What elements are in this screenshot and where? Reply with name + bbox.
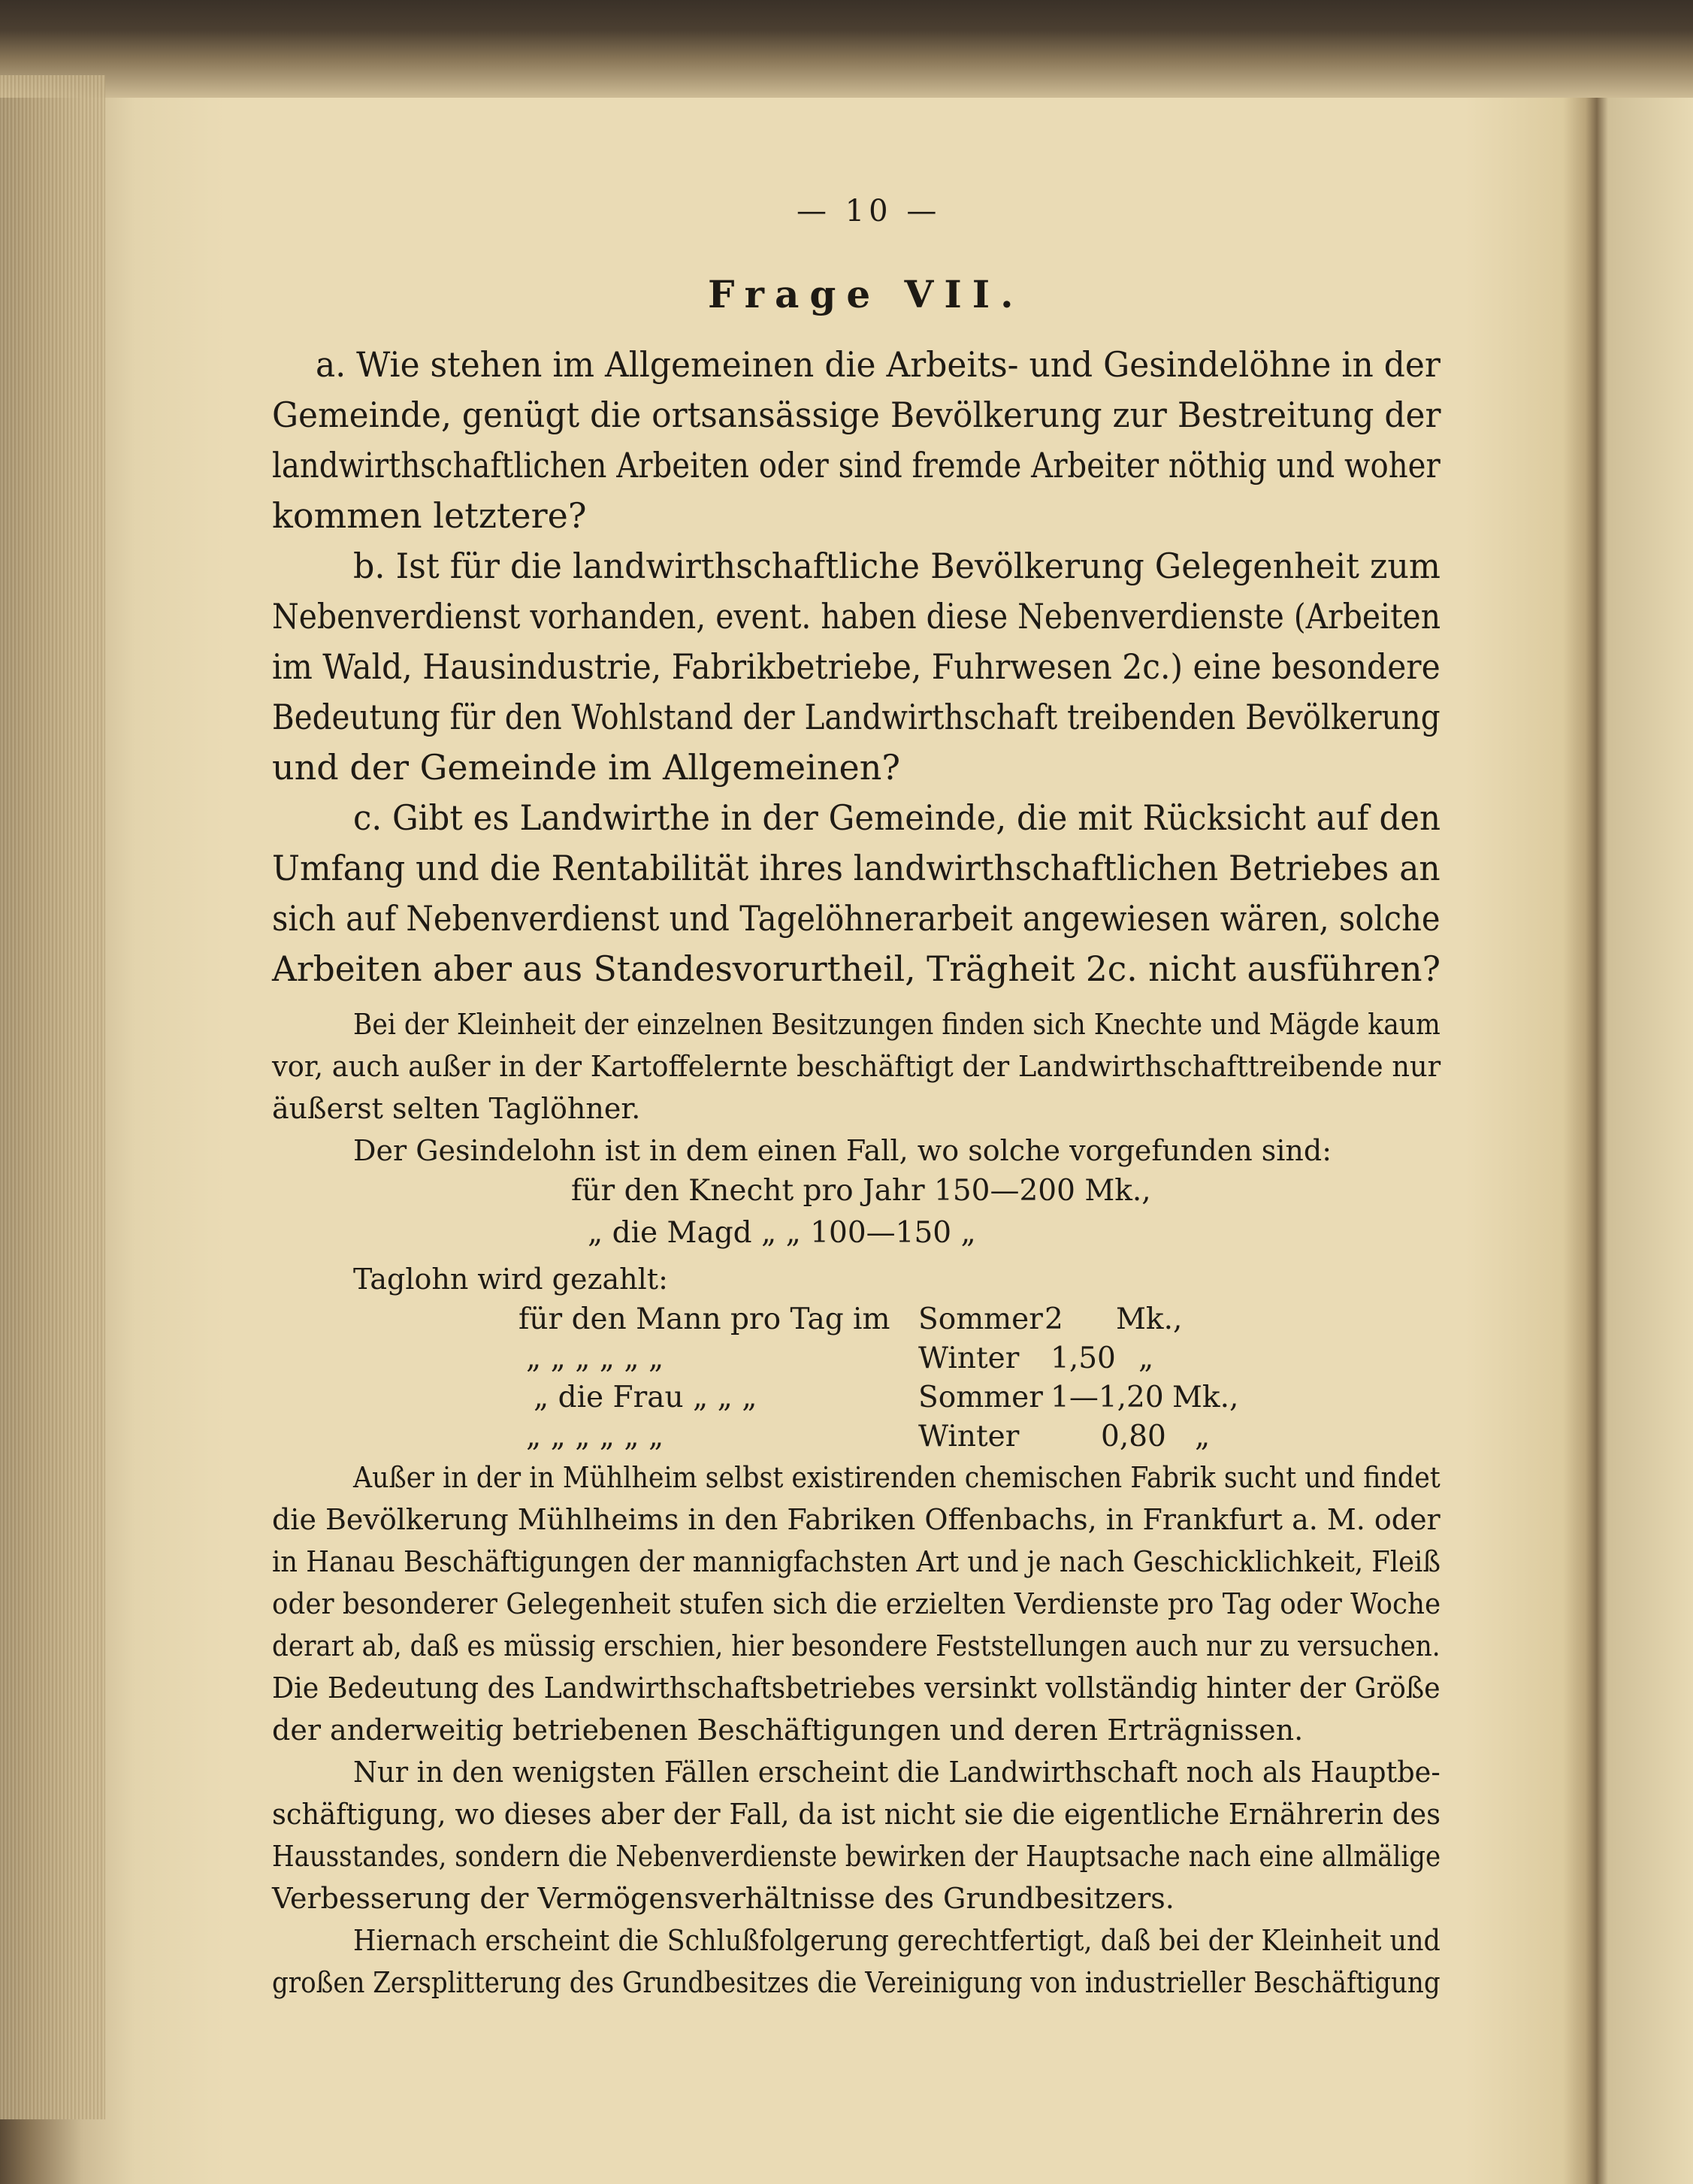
answer-line: der anderweitig betriebenen Beschäftigungen und deren Erträgnissen. bbox=[272, 1714, 1304, 1747]
taglohn-unit: „ bbox=[1195, 1420, 1211, 1453]
taglohn-season: Sommer bbox=[918, 1302, 1043, 1336]
answer-line: Hausstandes, sondern die Nebenverdienste bewirken der Hauptsache nach eine allmälige bbox=[272, 1840, 1441, 1873]
answer-line: Hiernach erscheint die Schlußfolgerung gerechtfertigt, daß bei der Kleinheit und bbox=[353, 1924, 1441, 1957]
taglohn-season: Winter bbox=[918, 1420, 1020, 1453]
taglohn-season: Sommer bbox=[918, 1381, 1043, 1414]
page-edges bbox=[0, 75, 105, 2119]
question-line: sich auf Nebenverdienst und Tagelöhnerarbeit angewiesen wären, solche bbox=[272, 898, 1441, 939]
question-line: Arbeiten aber aus Standesvorurtheil, Trägheit 2c. nicht ausführen? bbox=[272, 948, 1441, 989]
book-binding bbox=[0, 0, 1693, 98]
answer-line: Verbesserung der Vermögensverhältnisse des Grundbesitzers. bbox=[272, 1882, 1175, 1915]
taglohn-who: „ „ „ „ „ „ bbox=[526, 1342, 664, 1375]
taglohn-season: Winter bbox=[918, 1342, 1020, 1375]
question-line: kommen letztere? bbox=[272, 495, 587, 536]
answer-line: schäftigung, wo dieses aber der Fall, da ist nicht sie die eigentliche Ernährerin des bbox=[272, 1798, 1441, 1831]
taglohn-unit: Mk., bbox=[1172, 1381, 1239, 1414]
answer-line: Bei der Kleinheit der einzelnen Besitzungen finden sich Knechte und Mägde kaum bbox=[353, 1008, 1441, 1041]
taglohn-unit: „ bbox=[1138, 1342, 1154, 1375]
answer-line: die Bevölkerung Mühlheims in den Fabriken Offenbachs, in Frankfurt a. M. oder bbox=[272, 1503, 1441, 1536]
taglohn-who: „ „ „ „ „ „ bbox=[526, 1420, 664, 1453]
question-line: Nebenverdienst vorhanden, event. haben diese Nebenverdienste (Arbeiten bbox=[272, 596, 1441, 637]
question-line: c. Gibt es Landwirthe in der Gemeinde, die mit Rücksicht auf den bbox=[353, 797, 1441, 838]
answer-line: derart ab, daß es müssig erschien, hier besondere Feststellungen auch nur zu versuchen. bbox=[272, 1629, 1441, 1662]
gesinde-row: „ die Magd „ „ 100—150 „ bbox=[588, 1216, 976, 1250]
answer-line: Die Bedeutung des Landwirthschaftsbetriebes versinkt vollständig hinter der Größe bbox=[272, 1671, 1441, 1705]
answer-line: äußerst selten Taglöhner. bbox=[272, 1092, 641, 1125]
question-line: im Wald, Hausindustrie, Fabrikbetriebe, Fuhrwesen 2c.) eine besondere bbox=[272, 646, 1441, 687]
taglohn-intro: Taglohn wird gezahlt: bbox=[353, 1263, 668, 1296]
taglohn-amount: 0,80 bbox=[1101, 1420, 1166, 1453]
question-line: Bedeutung für den Wohlstand der Landwirthschaft treibenden Bevölkerung bbox=[272, 697, 1441, 737]
question-line: a. Wie stehen im Allgemeinen die Arbeits- und Gesindelöhne in der bbox=[316, 344, 1441, 385]
taglohn-who: „ die Frau „ „ „ bbox=[534, 1381, 757, 1414]
question-line: landwirthschaftlichen Arbeiten oder sind fremde Arbeiter nöthig und woher bbox=[272, 445, 1441, 486]
answer-line: oder besonderer Gelegenheit stufen sich die erzielten Verdienste pro Tag oder Woche bbox=[272, 1587, 1441, 1620]
taglohn-amount: 1,50 bbox=[1051, 1342, 1116, 1375]
taglohn-who: für den Mann pro Tag im bbox=[518, 1302, 890, 1336]
answer-line: in Hanau Beschäftigungen der mannigfachsten Art und je nach Geschicklichkeit, Fleiß bbox=[272, 1545, 1441, 1578]
question-line: Umfang und die Rentabilität ihres landwirthschaftlichen Betriebes an bbox=[272, 848, 1441, 888]
page-number: — 10 — bbox=[797, 194, 942, 228]
answer-line: Außer in der in Mühlheim selbst existirenden chemischen Fabrik sucht und findet bbox=[353, 1461, 1441, 1494]
answer-line: großen Zersplitterung des Grundbesitzes die Vereinigung von industrieller Beschäftigung bbox=[272, 1966, 1441, 1999]
question-line: Gemeinde, genügt die ortsansässige Bevölkerung zur Bestreitung der bbox=[272, 395, 1441, 435]
answer-line: Der Gesindelohn ist in dem einen Fall, wo solche vorgefunden sind: bbox=[353, 1134, 1332, 1167]
gesinde-row: für den Knecht pro Jahr 150—200 Mk., bbox=[571, 1174, 1151, 1208]
answer-line: Nur in den wenigsten Fällen erscheint die Landwirthschaft noch als Hauptbe- bbox=[353, 1756, 1441, 1789]
taglohn-amount: 2 bbox=[1045, 1302, 1063, 1336]
taglohn-amount: 1—1,20 bbox=[1051, 1381, 1164, 1414]
question-line: und der Gemeinde im Allgemeinen? bbox=[272, 747, 900, 788]
taglohn-unit: Mk., bbox=[1116, 1302, 1183, 1336]
answer-line: vor, auch außer in der Kartoffelernte beschäftigt der Landwirthschafttreibende nur bbox=[272, 1050, 1441, 1083]
question-line: b. Ist für die landwirthschaftliche Bevölkerung Gelegenheit zum bbox=[353, 546, 1441, 586]
section-title: Frage VII. bbox=[708, 272, 1024, 316]
